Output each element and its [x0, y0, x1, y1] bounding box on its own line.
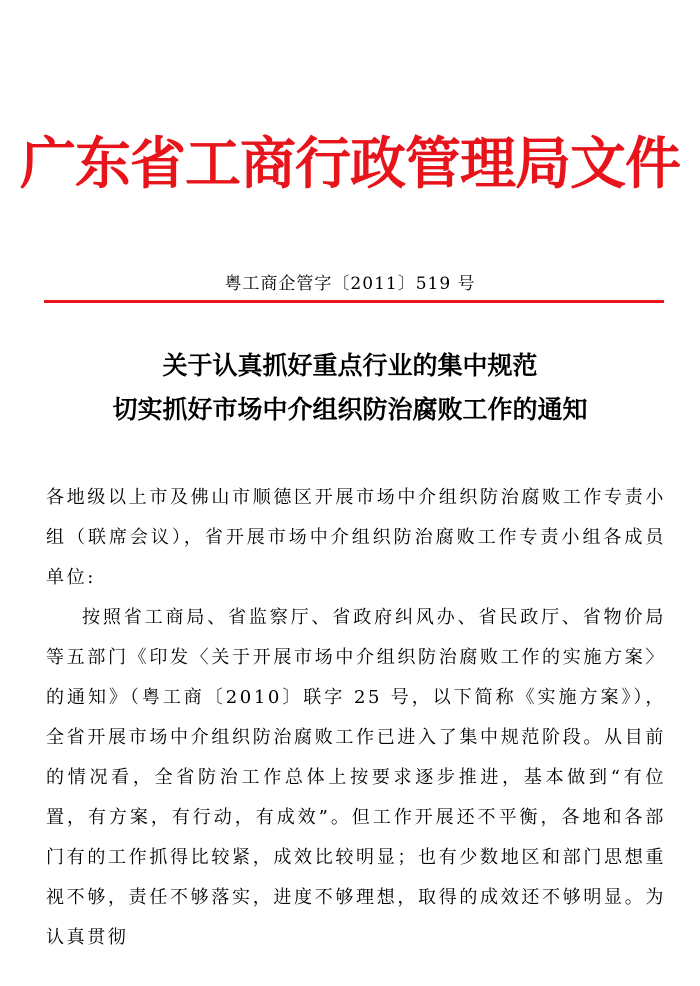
document-number: 粤工商企管字〔2011〕519 号: [224, 274, 476, 294]
red-header-rule: [44, 300, 664, 303]
subject-line-2: 切实抓好市场中介组织防治腐败工作的通知: [112, 395, 588, 424]
body-paragraph: 按照省工商局、省监察厅、省政府纠风办、省民政厅、省物价局等五部门《印发〈关于开展市场中介组织防治腐败工作的实施方案〉的通知》（粤工商〔2010〕联字 25 号，以下简称《实施方案》），全省开展市场中介组织防治腐败工作已进入了集中规范阶段。从目前的情况看，全省防治工作总体上按要求逐步推进，基本做到“有位置，有方案，有行动，有成效”。但工作开展还不平衡，各地和各部门有的工作抓得比较紧，成效比较明显；也有少数地区和部门思想重视不够，责任不够落实，进度不够理想，取得的成效还不够明显。为认真贯彻: [46, 607, 666, 948]
issuing-authority-title: 广东省工商行政管理局文件: [20, 131, 680, 197]
subject-line-1: 关于认真抓好重点行业的集中规范: [162, 351, 538, 380]
document-body: [46, 478, 666, 958]
addressee: 各地级以上市及佛山市顺德区开展市场中介组织防治腐败工作专责小组（联席会议），省开展市场中介组织防治腐败工作专责小组各成员单位:: [46, 487, 666, 588]
document-subject: [0, 344, 700, 432]
